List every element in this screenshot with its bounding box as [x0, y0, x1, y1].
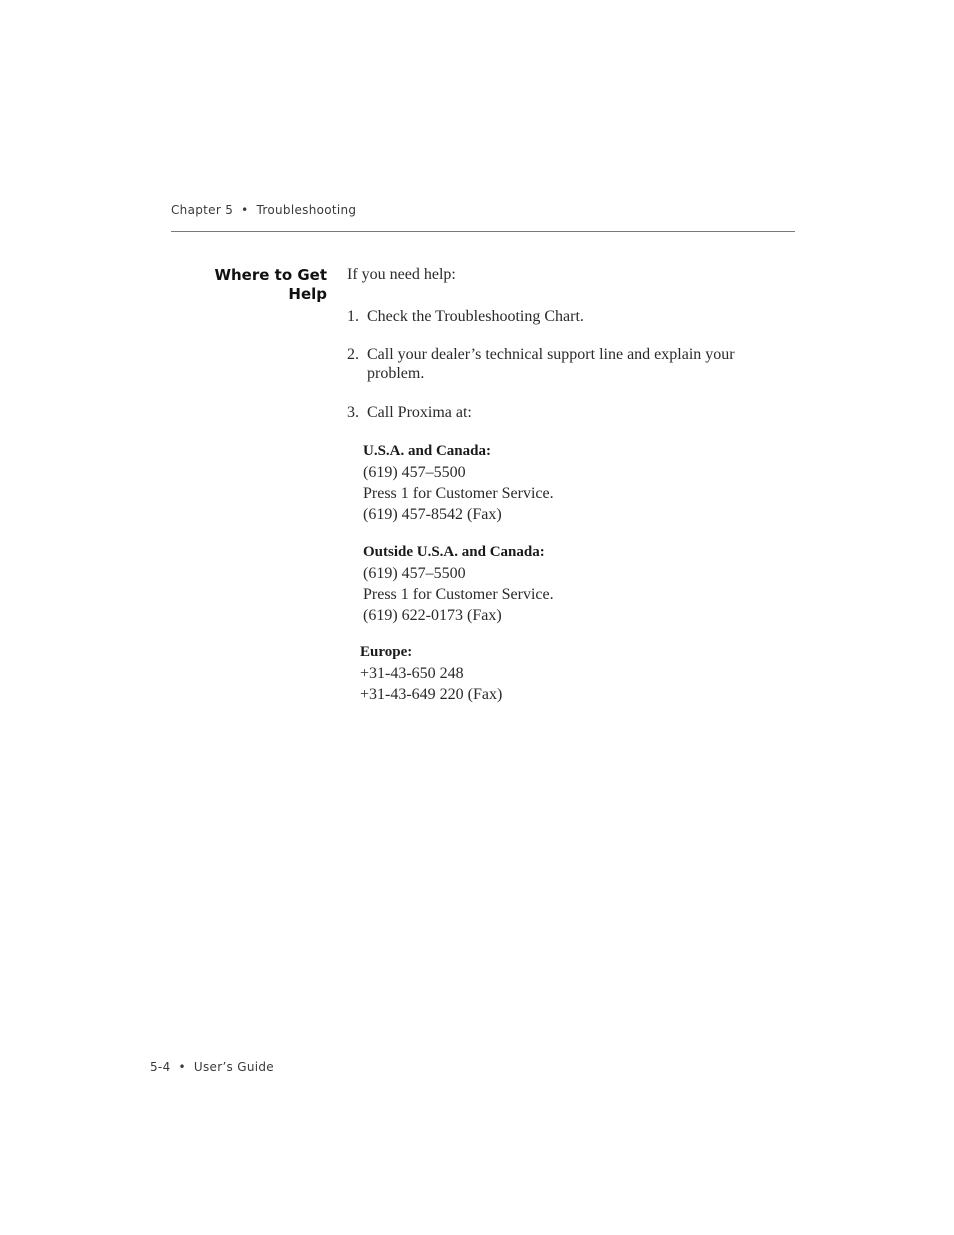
- intro-text: If you need help:: [347, 266, 456, 283]
- contact-fax: (619) 457-8542 (Fax): [363, 506, 502, 523]
- list-item-text: Call Proxima at:: [367, 404, 472, 421]
- running-footer: [150, 1060, 274, 1074]
- list-item: [347, 307, 757, 326]
- list-item-number: 2.: [347, 346, 359, 363]
- contact-note: Press 1 for Customer Service.: [363, 485, 554, 502]
- section-heading: [170, 266, 327, 304]
- list-item-number: 3.: [347, 404, 359, 421]
- running-header: [171, 203, 356, 217]
- contact-fax: +31-43-649 220 (Fax): [360, 686, 503, 703]
- list-item: [347, 403, 757, 422]
- section-label: Troubleshooting: [256, 203, 357, 217]
- list-item-text: Call your dealer’s technical support line and explain your problem.: [367, 346, 735, 382]
- page-number: 5-4: [150, 1060, 171, 1074]
- contact-phone: +31-43-650 248: [360, 665, 464, 682]
- list-item-text: Check the Troubleshooting Chart.: [367, 308, 584, 325]
- contact-phone: (619) 457–5500: [363, 565, 466, 582]
- contact-block-europe: [360, 642, 502, 705]
- header-bullet: •: [241, 203, 249, 217]
- contact-block-usa-canada: [363, 441, 554, 525]
- contact-region: U.S.A. and Canada:: [363, 443, 491, 459]
- footer-bullet: •: [178, 1060, 186, 1074]
- chapter-label: Chapter 5: [171, 203, 234, 217]
- section-heading-line-2: Help: [288, 285, 327, 303]
- contact-note: Press 1 for Customer Service.: [363, 586, 554, 603]
- section-heading-line-1: Where to Get: [214, 266, 327, 284]
- list-item: [347, 345, 757, 383]
- contact-phone: (619) 457–5500: [363, 464, 466, 481]
- contact-region: Europe:: [360, 644, 413, 660]
- contact-fax: (619) 622-0173 (Fax): [363, 607, 502, 624]
- guide-title: User’s Guide: [193, 1060, 274, 1074]
- contact-block-outside-usa: [363, 542, 554, 626]
- header-rule: [171, 231, 795, 232]
- contact-region: Outside U.S.A. and Canada:: [363, 544, 545, 560]
- list-item-number: 1.: [347, 308, 359, 325]
